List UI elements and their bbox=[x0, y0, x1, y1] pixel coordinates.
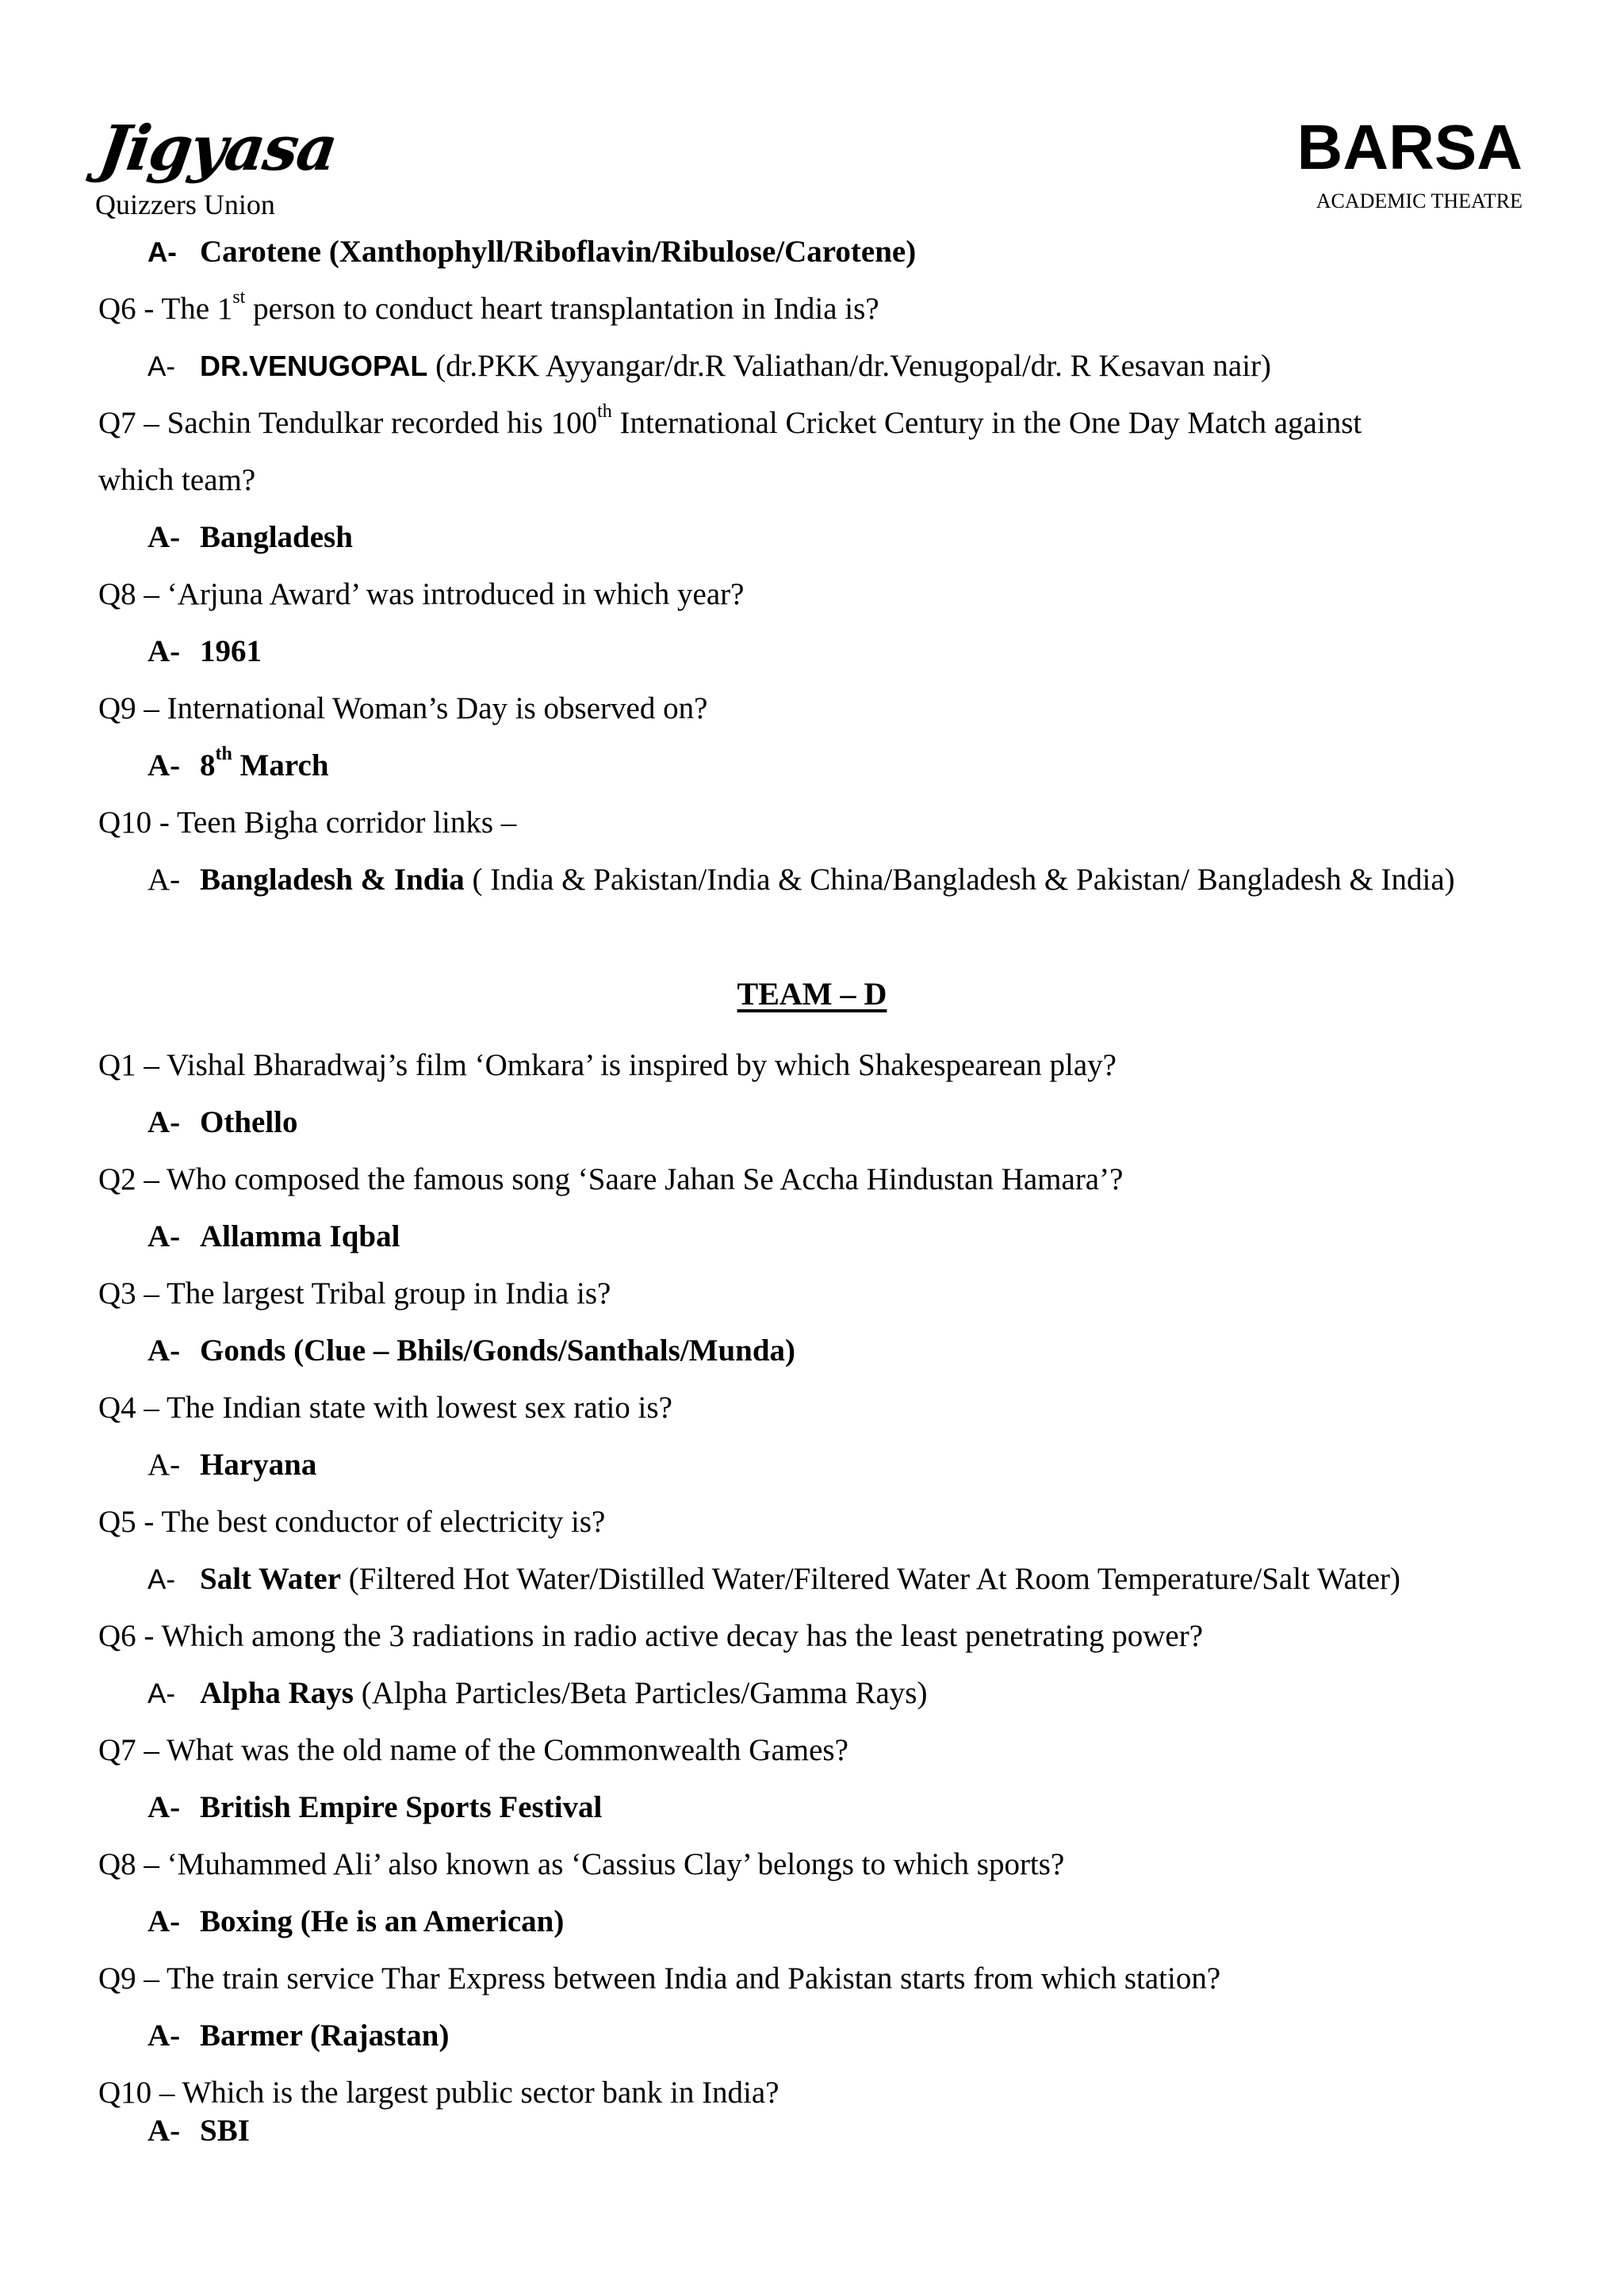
answer-prefix: A- bbox=[147, 1564, 175, 1595]
answer-prefix: A- bbox=[147, 1904, 181, 1938]
question-line bbox=[98, 1161, 1123, 1199]
question-line bbox=[98, 287, 879, 328]
answer-line bbox=[147, 347, 1271, 386]
answer-line bbox=[147, 1789, 602, 1827]
answer-prefix: A- bbox=[147, 1219, 181, 1253]
answer-line bbox=[147, 744, 329, 785]
question-text: Q10 – Which is the largest public sector bank in India? bbox=[98, 2076, 779, 2110]
barsa-title: BARSA bbox=[1297, 112, 1522, 182]
answer-text: Barmer (Rajastan) bbox=[200, 2019, 450, 2053]
question-line bbox=[98, 1960, 1220, 1998]
superscript: th bbox=[215, 744, 232, 764]
question-text: Q4 – The Indian state with lowest sex ratio is? bbox=[98, 1391, 672, 1425]
answer-line bbox=[147, 861, 1455, 899]
answer-options: (Filtered Hot Water/Distilled Water/Filtered Water At Room Temperature/Salt Water) bbox=[341, 1562, 1401, 1596]
answer-text: British Empire Sports Festival bbox=[200, 1790, 603, 1824]
answer-prefix: A- bbox=[147, 2114, 181, 2148]
question-text: International Cricket Century in the One Day Match against bbox=[611, 406, 1362, 440]
question-line bbox=[98, 1275, 611, 1313]
answer-text: Allamma Iqbal bbox=[200, 1219, 400, 1253]
barsa-subtitle: ACADEMIC THEATRE bbox=[1316, 189, 1522, 212]
question-text: Q10 - Teen Bigha corridor links – bbox=[98, 806, 517, 840]
question-line bbox=[98, 690, 707, 728]
question-text: Q6 - Which among the 3 radiations in radio active decay has the least penetrating power? bbox=[98, 1619, 1204, 1653]
question-text: Q7 – Sachin Tendulkar recorded his 100 bbox=[98, 406, 598, 440]
answer-text: Boxing (He is an American) bbox=[200, 1904, 565, 1938]
superscript: st bbox=[232, 287, 246, 308]
jigyasa-logo: Jigyasa bbox=[94, 113, 341, 185]
answer-text: SBI bbox=[200, 2114, 250, 2148]
answer-text: Gonds (Clue – Bhils/Gonds/Santhals/Munda) bbox=[200, 1334, 796, 1368]
answer-text: Bangladesh & India bbox=[200, 863, 465, 897]
answer-line bbox=[147, 1104, 298, 1142]
question-text: Q8 – ‘Arjuna Award’ was introduced in which year? bbox=[98, 577, 745, 611]
question-text: which team? bbox=[98, 463, 256, 497]
question-line bbox=[98, 804, 516, 842]
answer-line bbox=[147, 633, 262, 671]
question-text: Q1 – Vishal Bharadwaj’s film ‘Omkara’ is inspired by which Shakespearean play? bbox=[98, 1048, 1116, 1082]
answer-options: (Alpha Particles/Beta Particles/Gamma Rays) bbox=[353, 1676, 928, 1710]
answer-line bbox=[147, 2017, 449, 2055]
answer-prefix: A- bbox=[147, 863, 181, 897]
answer-text: Alpha Rays bbox=[200, 1676, 354, 1710]
question-line bbox=[98, 1617, 1203, 1655]
answer-text: Carotene (Xanthophyll/Riboflavin/Ribulose/Carotene) bbox=[200, 235, 917, 269]
question-text: Q2 – Who composed the famous song ‘Saare Jahan Se Accha Hindustan Hamara’? bbox=[98, 1162, 1124, 1196]
question-text: Q5 - The best conductor of electricity is? bbox=[98, 1505, 606, 1539]
question-line bbox=[98, 401, 1362, 442]
answer-options: (dr.PKK Ayyangar/dr.R Valiathan/dr.Venugopal/dr. R Kesavan nair) bbox=[427, 349, 1272, 383]
answer-prefix: A- bbox=[147, 1448, 181, 1482]
question-line bbox=[98, 1389, 672, 1427]
team-heading: TEAM – D bbox=[737, 976, 887, 1012]
answer-text: 8 bbox=[200, 748, 216, 783]
answer-line bbox=[147, 1332, 795, 1370]
answer-prefix: A- bbox=[147, 351, 175, 382]
answer-prefix: A- bbox=[147, 1790, 181, 1824]
question-line bbox=[98, 1503, 605, 1541]
answer-line bbox=[147, 1218, 400, 1256]
question-text: Q9 – The train service Thar Express between India and Pakistan starts from which station? bbox=[98, 1961, 1221, 1996]
answer-prefix: A- bbox=[147, 748, 181, 783]
answer-text: Salt Water bbox=[200, 1562, 342, 1596]
question-text: person to conduct heart transplantation in India is? bbox=[245, 292, 879, 326]
brand-right bbox=[1297, 111, 1522, 214]
superscript: th bbox=[597, 401, 612, 422]
answer-text: 1961 bbox=[200, 634, 262, 668]
brand-subtitle: Quizzers Union bbox=[95, 189, 275, 220]
answer-line bbox=[147, 1903, 564, 1941]
question-line bbox=[98, 1732, 848, 1770]
question-line bbox=[98, 576, 744, 614]
answer-text: Haryana bbox=[200, 1448, 317, 1482]
answer-text: March bbox=[232, 748, 329, 783]
answer-prefix: A- bbox=[147, 1334, 181, 1368]
answer-line bbox=[147, 233, 916, 272]
answer-text: Bangladesh bbox=[200, 520, 353, 554]
question-text: Q9 – International Woman’s Day is observed on? bbox=[98, 691, 708, 725]
question-line-continued bbox=[98, 461, 255, 499]
question-line bbox=[98, 1047, 1116, 1085]
answer-prefix: A- bbox=[147, 520, 181, 554]
answer-text: DR.VENUGOPAL bbox=[200, 350, 428, 382]
question-text: Q8 – ‘Muhammed Ali’ also known as ‘Cassius Clay’ belongs to which sports? bbox=[98, 1847, 1065, 1881]
answer-prefix: A- bbox=[147, 634, 181, 668]
question-line bbox=[98, 1846, 1064, 1884]
answer-options: ( India & Pakistan/India & China/Bangladesh & Pakistan/ Bangladesh & India) bbox=[464, 863, 1455, 897]
answer-line bbox=[147, 519, 353, 557]
question-text: Q7 – What was the old name of the Commonwealth Games? bbox=[98, 1733, 848, 1767]
question-line bbox=[98, 2074, 779, 2112]
answer-prefix: A- bbox=[147, 237, 177, 268]
answer-line bbox=[147, 2112, 250, 2150]
answer-prefix: A- bbox=[147, 1678, 175, 1709]
answer-line bbox=[147, 1446, 316, 1484]
answer-line bbox=[147, 1560, 1400, 1599]
answer-line bbox=[147, 1674, 927, 1713]
question-text: Q3 – The largest Tribal group in India is? bbox=[98, 1276, 611, 1311]
answer-text: Othello bbox=[200, 1105, 298, 1139]
answer-prefix: A- bbox=[147, 1105, 181, 1139]
brand-left bbox=[94, 113, 341, 220]
answer-prefix: A- bbox=[147, 2019, 181, 2053]
question-text: Q6 - The 1 bbox=[98, 292, 233, 326]
